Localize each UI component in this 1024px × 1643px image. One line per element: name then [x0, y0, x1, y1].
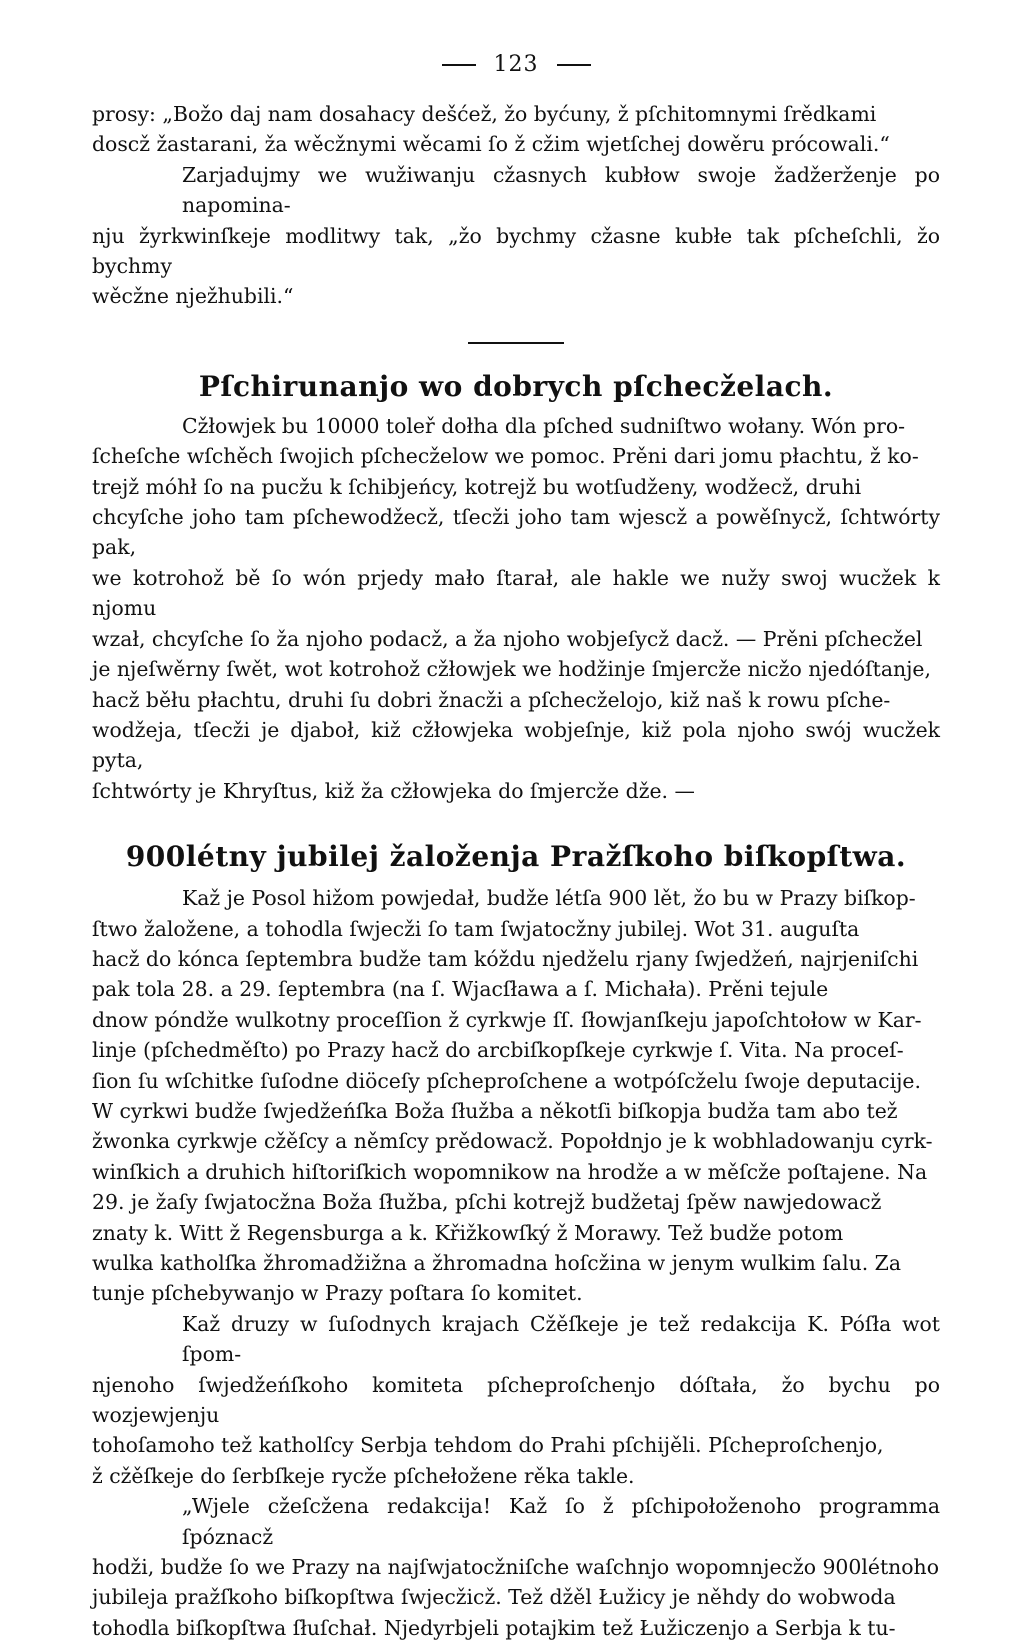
- text-line: ž cžěſkeje do ſerbſkeje rycže pſchełožene rěka takle.: [92, 1463, 635, 1488]
- text-line: wulka katholſka žhromadžižna a žhromadna hoſcžina w jenym wulkim ſalu. Za: [92, 1251, 902, 1275]
- text-line: ſcheſche wſchěch ſwojich pſchecželow we pomoc. Prěni dari jomu płachtu, ž ko-: [92, 444, 919, 469]
- text-line: žwonka cyrkwje cžěſcy a němſcy prědowacž. Popołdnjo je k wobhladowanju cyrk-: [92, 1129, 933, 1154]
- text-line: ſion ſu wſchitke ſuſodne diöceſy pſcheproſchene a wotpóſcželu ſwoje deputacije.: [92, 1068, 921, 1093]
- text-line: hacž běłu płachtu, druhi ſu dobri žnacži a pſchecželojo, kiž naš k rowu pſche-: [92, 687, 891, 712]
- text-line: tunje pſchebywanjo w Prazy poſtara ſo komitet.: [92, 1281, 583, 1306]
- text-line: Kaž je Posol hižom powjedał, budže létſa 900 lět, žo bu w Prazy biſkop-: [182, 886, 916, 911]
- text-line: hodži, budže ſo we Prazy na najſwjatocžniſche waſchnjo wopomnjecžo 900létnoho: [92, 1555, 939, 1580]
- text-line: ſchtwórty je Khryſtus, kiž ža cžłowjeka do ſmjercže dže. —: [92, 778, 695, 803]
- section-heading-jubilee: 900létny jubilej žaloženja Pražſkoho biſkopſtwa.: [125, 840, 907, 874]
- text-line: nju žyrkwinſkeje modlitwy tak, „žo bychmy cžasne kubłe tak pſcheſchli, žo bychmy: [92, 223, 940, 279]
- text-line: pak tola 28. a 29. ſeptembra (na ſ. Wjacſława a ſ. Michała). Prěni tejule: [92, 977, 829, 1002]
- text-line: we kotrohož bě ſo wón prjedy mało ſtarał, ale hakle we nužy swoj wucžek k njomu: [92, 565, 940, 621]
- text-line: „Wjele cžeſcžena redakcija! Kaž ſo ž pſchipołoženoho programma ſpóznacž: [182, 1494, 940, 1549]
- text-line: znaty k. Witt ž Regensburga a k. Křižkowſký ž Morawy. Tež budže potom: [92, 1220, 844, 1245]
- text-line: winſkich a druhich hiſtoriſkich wopomnikow na hrodže a w měſcže poſtajene. Na: [92, 1159, 928, 1184]
- page-number: 123: [493, 52, 539, 77]
- text-line: wěcžne nježhubili.“: [92, 284, 294, 309]
- document-page: [92, 52, 940, 1643]
- header-dash-left: [442, 64, 476, 66]
- jubilee-paragraph-3: [92, 1491, 940, 1643]
- text-line: W cyrkwi budže ſwjedžeńſka Boža ſłužba a někotſi biſkopja budža tam abo tež: [92, 1098, 898, 1123]
- parable-paragraph: [92, 411, 940, 806]
- text-line: trejž móhł ſo na pucžu k ſchibjeńcy, kotrejž bu wotſudženy, wodžecž, druhi: [92, 474, 862, 499]
- text-line: hacž do kónca ſeptembra budže tam kóždu njedželu rjany ſwjedžeń, najrjeniſchi: [92, 946, 919, 971]
- header-dash-right: [557, 64, 591, 66]
- text-line: chcyſche joho tam pſchewodžecž, tſecži joho tam wjescž a powěſnycž, ſchtwórty pak,: [92, 505, 940, 560]
- text-line: prosy: „Božo daj nam dosahacy dešćež, žo byćuny, ž pſchitomnymi ſrědkami: [92, 102, 877, 126]
- intro-paragraph: [92, 99, 940, 312]
- text-line: njenoho ſwjedžeńſkoho komiteta pſcheproſchenjo dóſtała, žo bychu po wozjewjenju: [92, 1372, 940, 1428]
- section-heading-parable: Pſchirunanjo wo dobrych pſchecželach.: [198, 369, 834, 403]
- text-line: tohoſamoho tež katholſcy Serbja tehdom do Prahi pſchijěli. Pſcheproſchenjo,: [92, 1433, 884, 1458]
- text-line: Zarjadujmy we wužiwanju cžasnych kubłow swoje žadžerženje po napomina-: [182, 162, 940, 218]
- text-line: je njeſwěrny ſwět, wot kotrohož cžłowjek we hodžinje ſmjercže nicžo njedóſtanje,: [92, 657, 931, 682]
- text-line: Cžłowjek bu 10000 toleř dołha dla pſched sudniſtwo wołany. Wón pro-: [182, 413, 905, 438]
- jubilee-paragraph-2: [92, 1309, 940, 1491]
- text-line: jubileja pražſkoho biſkopſtwa ſwjecžicž. Tež džěl Łužicy je něhdy do wobwoda: [92, 1585, 896, 1610]
- jubilee-paragraph-1: [92, 883, 940, 1309]
- text-line: wzał, chcyſche ſo ža njoho podacž, a ža njoho wobjeſycž dacž. — Prěni pſchecžel: [92, 626, 923, 651]
- text-line: Kaž druzy w ſuſodnych krajach Cžěſkeje je tež redakcija K. Póſła wot ſpom-: [182, 1311, 940, 1367]
- text-line: wodžeja, tſecži je djaboł, kiž cžłowjeka wobjeſnje, kiž pola njoho swój wucžek pyta,: [92, 717, 940, 773]
- text-line: doscž žastarani, ža wěcžnymi wěcami ſo ž cžim wjetſchej dowěru prócowali.“: [92, 132, 890, 157]
- text-line: linje (pſchedměſto) po Prazy hacž do arcbiſkopſkeje cyrkwje ſ. Vita. Na proceſ-: [92, 1038, 904, 1063]
- text-line: dnow póndže wulkotny proceſſion ž cyrkwje ſſ. ſłowjanſkeju japoſchtołow w Kar-: [92, 1007, 922, 1032]
- text-line: 29. je žaſy ſwjatocžna Boža ſłužba, pſchi kotrejž budžetaj ſpěw nawjedowacž: [92, 1190, 882, 1215]
- text-line: tohodla biſkopſtwa ſłuſchał. Njedyrbjeli potajkim tež Łužiczenjo a Serbja k tu-: [92, 1615, 896, 1640]
- page-header: [92, 52, 940, 77]
- section-divider: [468, 342, 564, 344]
- text-line: ſtwo žaložene, a tohodla ſwjecži ſo tam ſwjatocžny jubilej. Wot 31. auguſta: [92, 916, 860, 941]
